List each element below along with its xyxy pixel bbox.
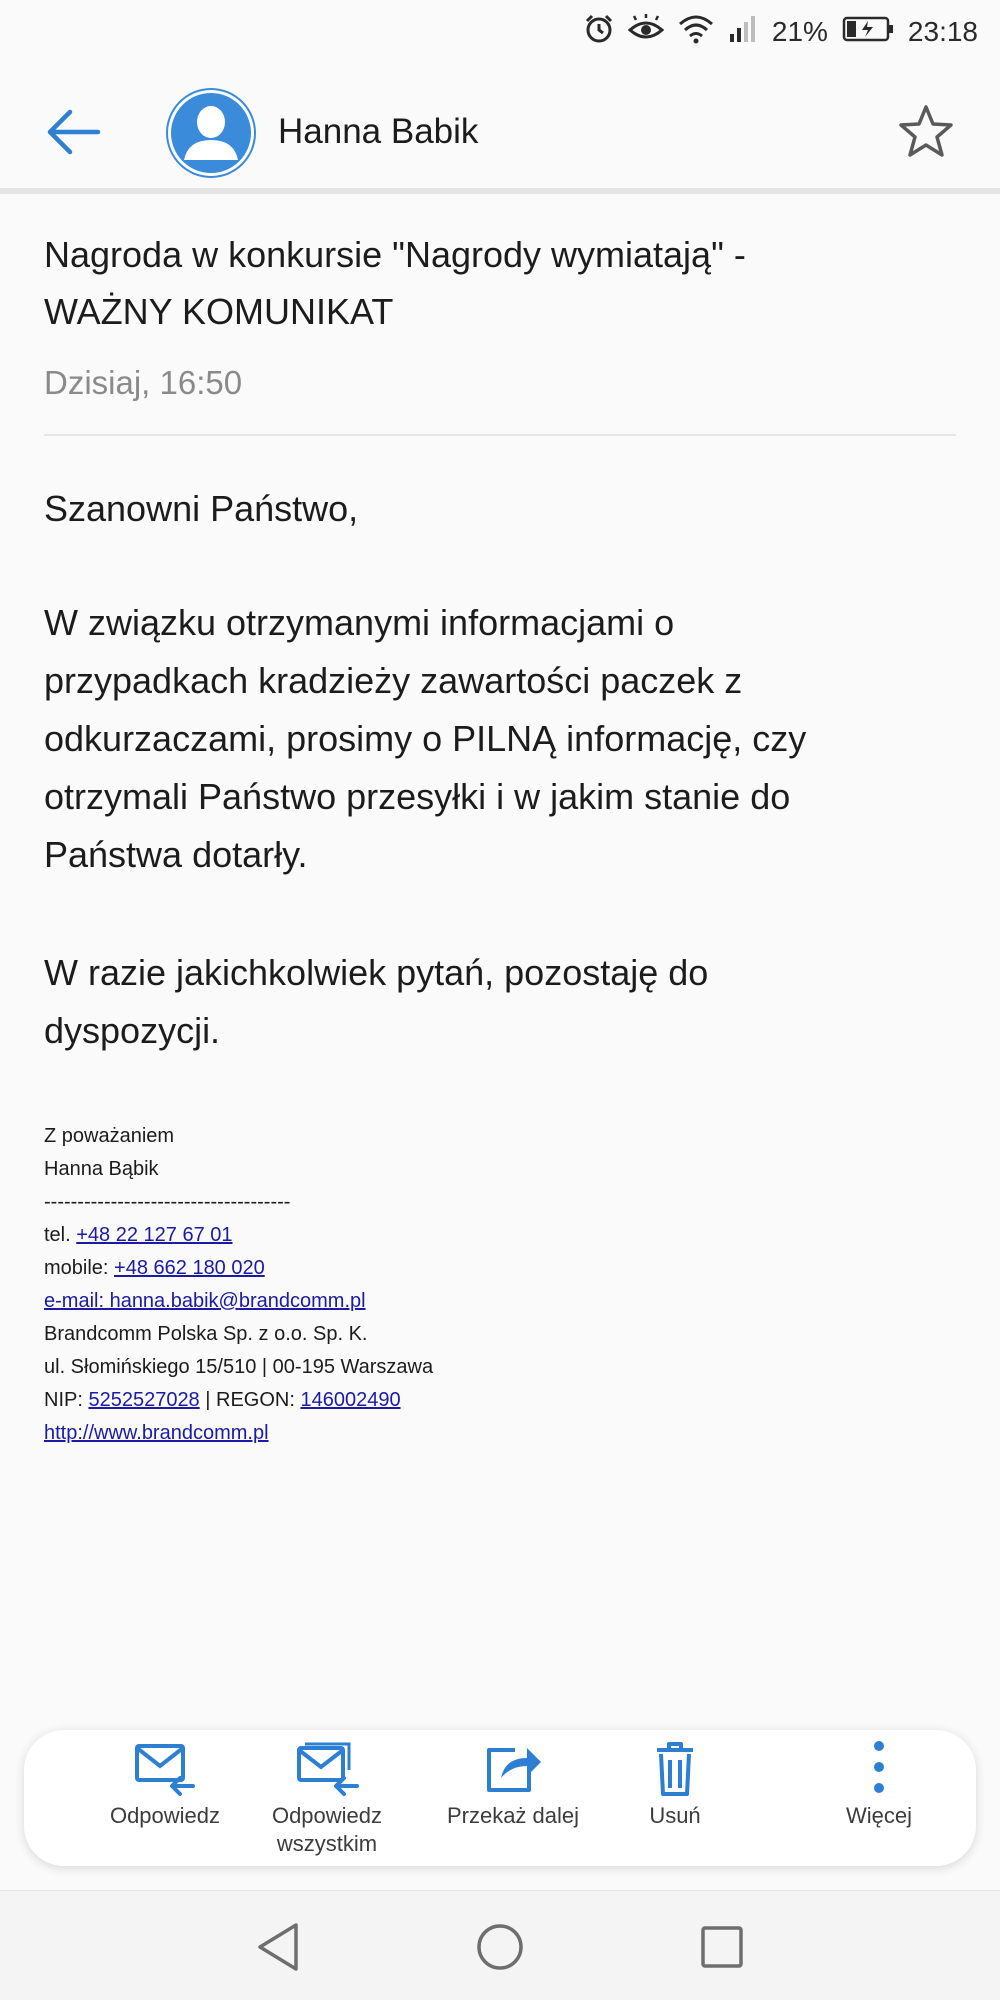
regon-link[interactable]: 146002490 [300,1389,401,1411]
nip-label: NIP: [44,1389,89,1411]
subject-line: Nagroda w konkursie "Nagrody wymiatają" - [44,234,746,275]
eye-comfort-icon [628,14,664,49]
signature-email-row [44,1285,433,1318]
signature-ids-row [44,1384,433,1417]
battery-percent: 21% [771,15,828,47]
status-bar [0,0,1000,72]
reply-all-label-line: Odpowiedz [271,1803,383,1828]
reply-button[interactable] [80,1730,250,1866]
more-button[interactable] [794,1730,964,1866]
message-subject [44,226,944,340]
greeting: Szanowni Państwo, [44,488,359,529]
reply-all-icon [295,1740,359,1796]
favorite-button[interactable] [896,102,956,162]
body-line: otrzymali Państwo przesyłki i w jakim stanie do [44,776,791,817]
website-link[interactable]: http://www.brandcomm.pl [44,1422,269,1444]
signature-name: Hanna Bąbik [44,1158,159,1180]
sender-name[interactable]: Hanna Babik [278,112,479,151]
signature-separator: ------------------------------------- [44,1191,291,1213]
reply-all-button[interactable] [242,1730,412,1866]
signature-company: Brandcomm Polska Sp. z o.o. Sp. K. [44,1323,368,1345]
system-navigation-bar [0,1890,1000,2000]
alarm-icon [584,14,614,49]
email-domain: brandcomm.pl [238,1290,366,1312]
avatar-icon [166,88,256,178]
clock: 23:18 [907,15,978,47]
email-signature [44,1120,433,1450]
email-link[interactable] [44,1290,366,1312]
signature-mobile-row [44,1252,433,1285]
forward-icon [481,1740,545,1796]
signal-icon [728,14,758,49]
reply-label: Odpowiedz [109,1803,221,1828]
body-line: przypadkach kradzieży zawartości paczek z [44,660,743,701]
body-line: W razie jakichkolwiek pytań, pozostaję do [44,952,709,993]
forward-label: Przekaż dalej [446,1803,580,1828]
more-vertical-icon [847,1740,911,1796]
body-line: Państwa dotarły. [44,834,308,875]
signature-website-row [44,1417,433,1450]
mobile-link[interactable]: +48 662 180 020 [114,1257,265,1279]
signature-closing: Z poważaniem [44,1125,175,1147]
body-line: dyspozycji. [44,1010,221,1051]
reply-icon [133,1740,197,1796]
nav-home-button[interactable] [470,1919,530,1975]
body-line: odkurzaczami, prosimy o PILNĄ informację, czy [44,718,807,759]
nav-recents-button[interactable] [692,1919,752,1975]
signature-tel-row [44,1219,433,1252]
divider [44,434,956,436]
avatar[interactable] [166,88,256,178]
battery-charging-icon [842,15,894,48]
email-prefix: e-mail: hanna.babik@ [44,1290,239,1312]
nav-recents-icon [692,1919,752,1975]
subject-line: WAŻNY KOMUNIKAT [44,291,394,332]
body-paragraph-1 [44,594,944,884]
regon-label: | REGON: [199,1389,301,1411]
reply-all-label-line: wszystkim [276,1831,378,1856]
tel-label: tel. [44,1224,77,1246]
more-label: Więcej [845,1803,912,1828]
body-paragraph-2 [44,944,944,1060]
trash-icon [643,1740,707,1796]
nav-home-icon [470,1919,530,1975]
delete-button[interactable] [590,1730,760,1866]
body-line: W związku otrzymanymi informacjami o [44,602,675,643]
back-arrow-icon [44,102,104,162]
nav-back-button[interactable] [250,1919,310,1975]
reply-all-label [242,1802,412,1858]
forward-button[interactable] [428,1730,598,1866]
wifi-icon [678,14,714,49]
message-date: Dzisiaj, 16:50 [44,364,243,401]
message-action-bar [24,1730,976,1866]
nav-back-icon [250,1919,310,1975]
nip-link[interactable]: 5252527028 [88,1389,200,1411]
tel-link[interactable]: +48 22 127 67 01 [76,1224,233,1246]
message-header [0,72,1000,194]
back-button[interactable] [44,102,104,162]
signature-address: ul. Słomińskiego 15/510 | 00-195 Warszawa [44,1356,434,1378]
mobile-label: mobile: [44,1257,115,1279]
delete-label: Usuń [649,1803,701,1828]
star-icon [896,102,956,162]
